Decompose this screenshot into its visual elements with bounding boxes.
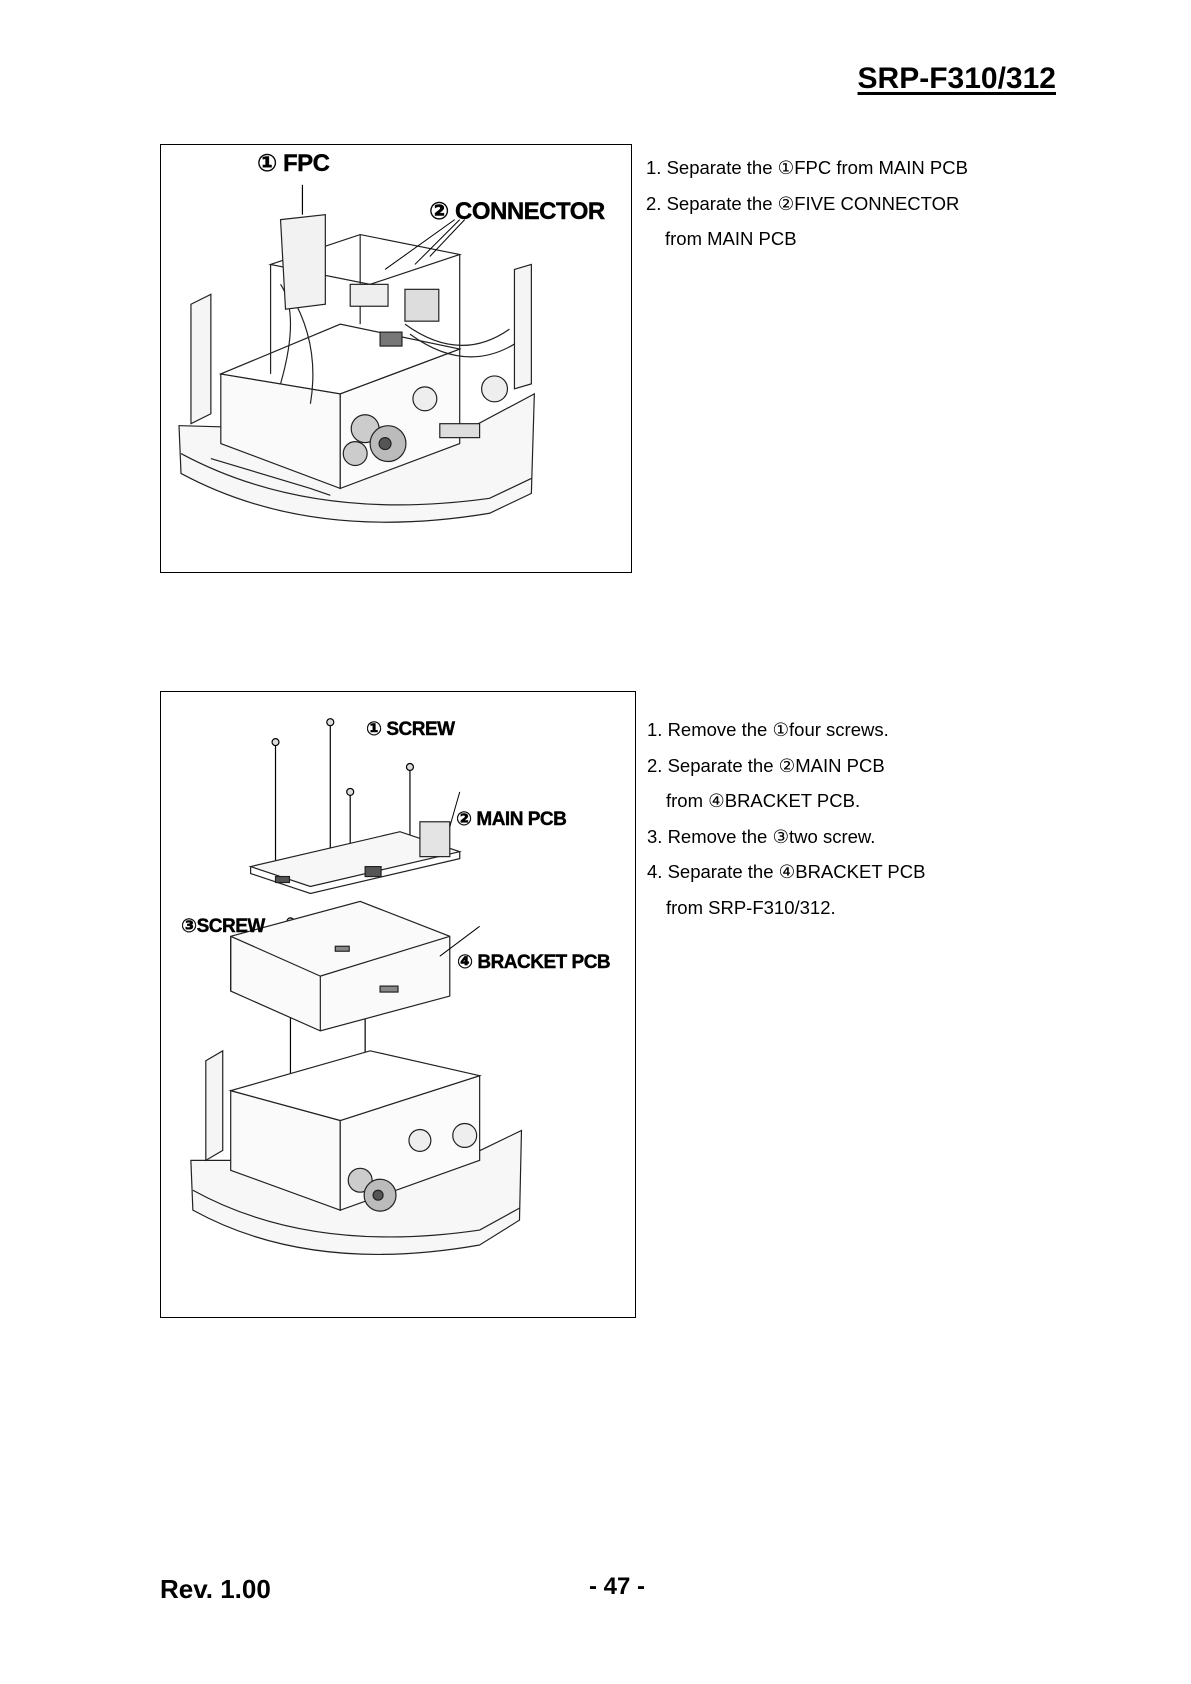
revision-label: Rev. 1.00 <box>160 1574 271 1604</box>
callout-main-pcb: ② MAIN PCB <box>456 809 567 830</box>
fpc-connector-diagram <box>160 144 632 573</box>
instruction-step: 1. Remove the ①four screws. <box>647 719 889 740</box>
instruction-step: 2. Separate the ②MAIN PCB <box>647 754 885 776</box>
callout-connector: ② CONNECTOR <box>429 198 605 225</box>
instruction-step: 1. Separate the ①FPC from MAIN PCB <box>646 157 968 178</box>
main-pcb-bracket-diagram <box>160 691 636 1318</box>
instruction-step: 3. Remove the ③two screw. <box>647 825 876 847</box>
callout-fpc: ① FPC <box>257 150 330 177</box>
instruction-step: 2. Separate the ②FIVE CONNECTOR <box>646 192 960 214</box>
instruction-step-continuation: from SRP-F310/312. <box>666 896 836 918</box>
document-model-title: SRP-F310/312 <box>857 62 1056 95</box>
callout-bracket-pcb: ④ BRACKET PCB <box>457 952 611 973</box>
instruction-step-continuation: from ④BRACKET PCB. <box>666 790 861 811</box>
main-pcb-instructions <box>647 712 925 925</box>
instruction-step: 4. Separate the ④BRACKET PCB <box>647 861 926 882</box>
instruction-step-continuation: from MAIN PCB <box>665 228 797 249</box>
exploded-assembly-drawing <box>161 692 635 1317</box>
callout-screw-3: ③SCREW <box>181 916 265 937</box>
page-number: - 47 - <box>589 1573 646 1600</box>
callout-screw-1: ① SCREW <box>366 719 455 740</box>
fpc-instructions <box>646 150 968 257</box>
